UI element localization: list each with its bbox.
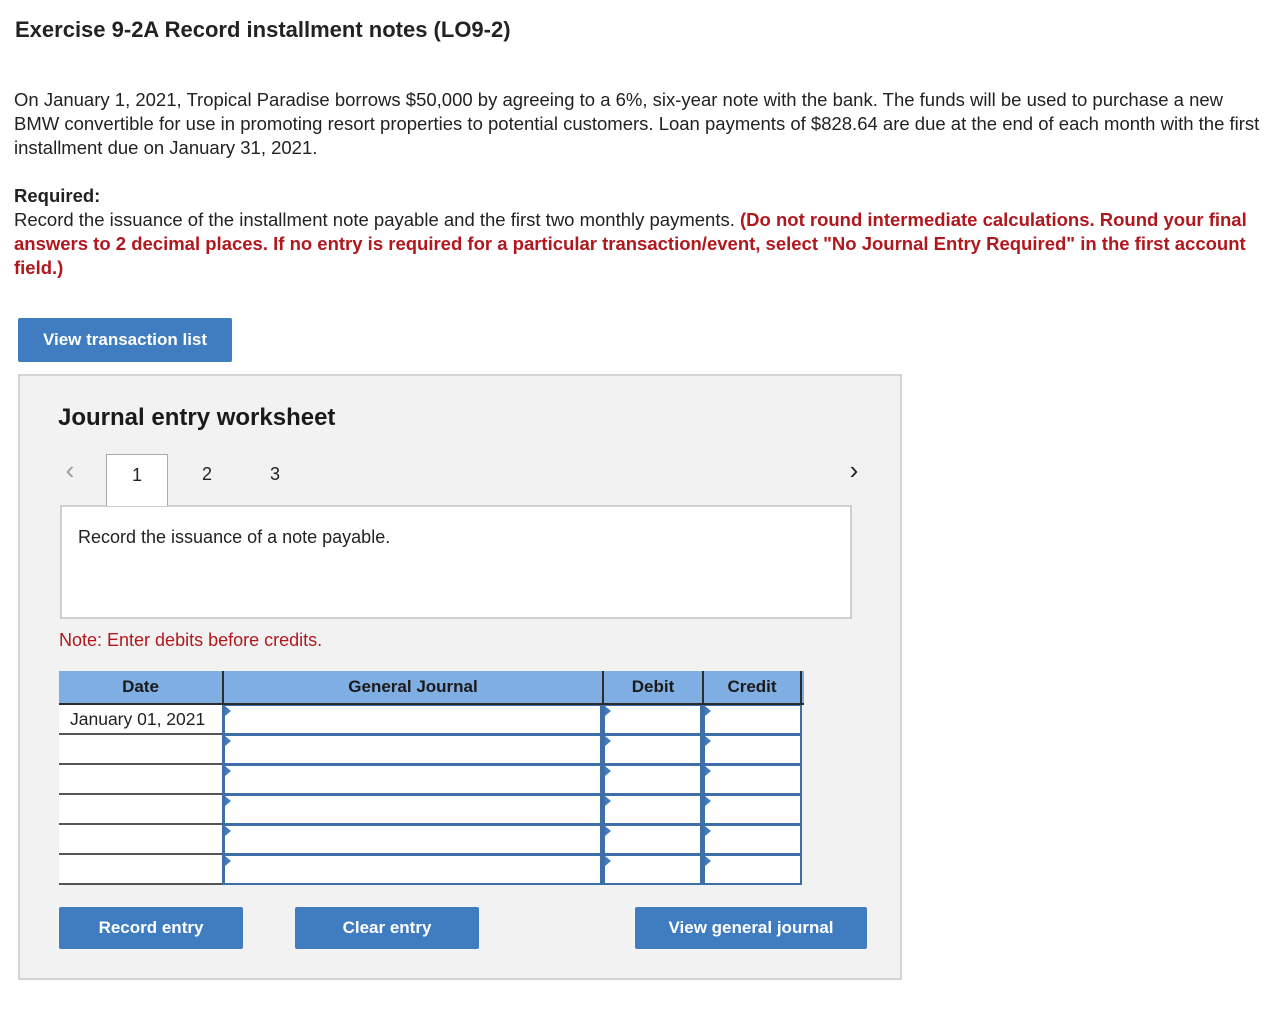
- credit-input[interactable]: [702, 795, 802, 825]
- account-select[interactable]: [222, 705, 602, 735]
- table-row: [59, 825, 804, 855]
- record-entry-button[interactable]: Record entry: [59, 907, 243, 949]
- account-select[interactable]: [222, 855, 602, 885]
- date-cell: January 01, 2021: [59, 705, 222, 735]
- account-select[interactable]: [222, 795, 602, 825]
- debit-input[interactable]: [602, 735, 702, 765]
- clear-entry-button[interactable]: Clear entry: [295, 907, 479, 949]
- debit-input[interactable]: [602, 855, 702, 885]
- chevron-right-icon[interactable]: ›: [849, 455, 859, 485]
- date-cell: [59, 825, 222, 855]
- debit-input[interactable]: [602, 765, 702, 795]
- view-general-journal-button[interactable]: View general journal: [635, 907, 867, 949]
- instruction-text: Record the issuance of a note payable.: [78, 527, 391, 547]
- journal-table: [59, 671, 804, 885]
- tab-1[interactable]: 1: [106, 454, 168, 506]
- chevron-left-icon[interactable]: ‹: [65, 455, 75, 485]
- required-instructions: (Do not round intermediate calculations. Round your final answers to 2 decimal places. If no entry is required for a particular transaction/event, select "No Journal Entry Required" in the first account field.): [14, 209, 1247, 278]
- problem-statement: On January 1, 2021, Tropical Paradise borrows $50,000 by agreeing to a 6%, six-year note with the bank. The funds will be used to purchase a new BMW convertible for use in promoting resort properties to potential customers. Loan payments of $828.64 are due at the end of each month with the first installment due on January 31, 2021.: [14, 89, 1260, 158]
- credit-input[interactable]: [702, 855, 802, 885]
- account-select[interactable]: [222, 765, 602, 795]
- credit-input[interactable]: [702, 825, 802, 855]
- table-row: [59, 765, 804, 795]
- table-row: [59, 795, 804, 825]
- tab-3[interactable]: 3: [269, 464, 280, 484]
- date-cell: [59, 855, 222, 885]
- credit-input[interactable]: [702, 735, 802, 765]
- column-header-general-journal: General Journal: [222, 671, 602, 703]
- required-section: [14, 184, 1272, 280]
- exercise-title: Exercise 9-2A Record installment notes (LO9-2): [15, 17, 511, 42]
- account-select[interactable]: [222, 735, 602, 765]
- journal-header-row: [59, 671, 804, 705]
- column-header-date: Date: [122, 677, 159, 696]
- debit-credit-note: Note: Enter debits before credits.: [59, 630, 323, 650]
- column-header-debit: Debit: [602, 671, 702, 703]
- debit-input[interactable]: [602, 795, 702, 825]
- credit-input[interactable]: [702, 765, 802, 795]
- required-text: Record the issuance of the installment note payable and the first two monthly payments.: [14, 209, 735, 230]
- debit-input[interactable]: [602, 705, 702, 735]
- table-row: [59, 855, 804, 885]
- table-row: [59, 735, 804, 765]
- credit-input[interactable]: [702, 705, 802, 735]
- instruction-box: [60, 505, 852, 619]
- table-row: [59, 705, 804, 735]
- account-select[interactable]: [222, 825, 602, 855]
- journal-entry-worksheet: [18, 374, 902, 980]
- worksheet-title: Journal entry worksheet: [58, 404, 336, 431]
- column-header-credit: Credit: [702, 671, 802, 703]
- required-heading: Required:: [14, 185, 101, 206]
- debit-input[interactable]: [602, 825, 702, 855]
- tab-2[interactable]: 2: [201, 464, 212, 484]
- date-cell: [59, 795, 222, 825]
- date-cell: [59, 735, 222, 765]
- view-transaction-list-button[interactable]: View transaction list: [18, 318, 232, 362]
- date-cell: [59, 765, 222, 795]
